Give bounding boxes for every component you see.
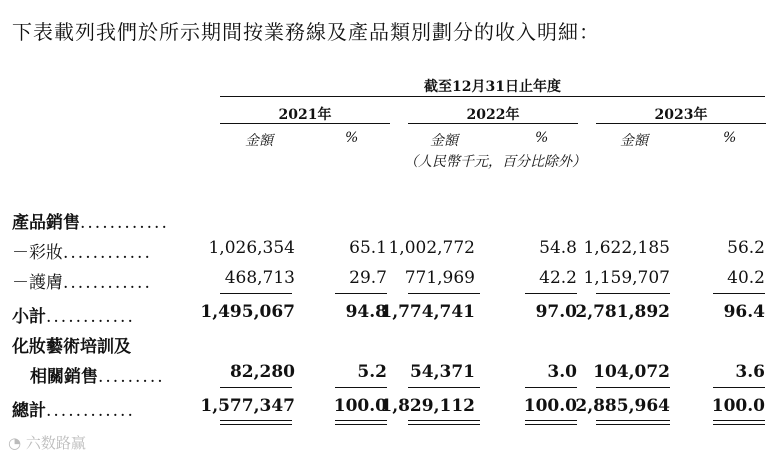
intro-text: 下表載列我們於所示期間按業務線及產品類別劃分的收入明細： bbox=[12, 20, 600, 44]
cell: 1,622,185 bbox=[583, 238, 670, 258]
cell: 1,159,707 bbox=[583, 268, 670, 288]
cell: 1,026,354 bbox=[208, 238, 295, 258]
subtotal-rule bbox=[335, 293, 387, 294]
pct-header-2022: % bbox=[535, 130, 549, 146]
unit-note: （人民幣千元，百分比除外） bbox=[404, 154, 586, 170]
total-rule bbox=[713, 387, 765, 388]
subtotal-rule bbox=[525, 293, 577, 294]
cell: 42.2 bbox=[539, 268, 577, 288]
pct-header-2023: % bbox=[723, 130, 737, 146]
year-2022: 2022年 bbox=[466, 107, 520, 123]
subtotal-rule bbox=[713, 293, 765, 294]
cell: 54,371 bbox=[409, 362, 475, 382]
cell: 82,280 bbox=[229, 362, 295, 382]
year-rule-2021 bbox=[220, 123, 390, 124]
subtotal-rule bbox=[408, 293, 480, 294]
cell: 97.0 bbox=[535, 302, 577, 322]
cell: 3.0 bbox=[547, 362, 577, 382]
row-label: 小計............ bbox=[12, 307, 135, 327]
year-2023: 2023年 bbox=[654, 107, 708, 123]
cell: 40.2 bbox=[727, 268, 765, 288]
row-label: 相關銷售......... bbox=[30, 367, 165, 387]
cell: 104,072 bbox=[593, 362, 670, 382]
total-double-rule bbox=[335, 420, 387, 425]
amount-header-2023: 金額 bbox=[620, 133, 648, 149]
row-label: 產品銷售............ bbox=[12, 213, 169, 233]
cell: 5.2 bbox=[357, 362, 387, 382]
cell: 1,577,347 bbox=[200, 396, 295, 416]
cell: 1,002,772 bbox=[388, 238, 475, 258]
amount-header-2022: 金額 bbox=[430, 133, 458, 149]
total-double-rule bbox=[713, 420, 765, 425]
total-double-rule bbox=[525, 420, 577, 425]
total-rule bbox=[335, 387, 387, 388]
watermark: ◔ 六数路赢 bbox=[8, 434, 86, 452]
cell: 2,781,892 bbox=[575, 302, 670, 322]
total-rule bbox=[525, 387, 577, 388]
pct-header-2021: % bbox=[345, 130, 359, 146]
row-label: －彩妝............ bbox=[12, 243, 152, 263]
cell: 1,829,112 bbox=[380, 396, 475, 416]
total-rule bbox=[408, 387, 480, 388]
cell: 468,713 bbox=[224, 268, 295, 288]
cell: 65.1 bbox=[349, 238, 387, 258]
cell: 56.2 bbox=[727, 238, 765, 258]
total-double-rule bbox=[596, 420, 670, 425]
cell: 100.0 bbox=[711, 396, 765, 416]
watermark-icon: ◔ bbox=[8, 434, 26, 452]
subtotal-rule bbox=[596, 293, 670, 294]
cell: 1,774,741 bbox=[380, 302, 475, 322]
cell: 1,495,067 bbox=[200, 302, 295, 322]
cell: 94.8 bbox=[345, 302, 387, 322]
total-rule bbox=[596, 387, 670, 388]
period-header: 截至12月31日止年度 bbox=[424, 79, 561, 95]
cell: 3.6 bbox=[735, 362, 765, 382]
cell: 29.7 bbox=[349, 268, 387, 288]
total-rule bbox=[220, 387, 292, 388]
cell: 771,969 bbox=[404, 268, 475, 288]
cell: 54.8 bbox=[539, 238, 577, 258]
period-rule bbox=[220, 96, 765, 97]
row-label: －護膚............ bbox=[12, 273, 152, 293]
year-2021: 2021年 bbox=[278, 107, 332, 123]
cell: 100.0 bbox=[523, 396, 577, 416]
row-label: 化妝藝術培訓及 bbox=[12, 337, 131, 357]
total-double-rule bbox=[220, 420, 292, 425]
year-rule-2023 bbox=[596, 123, 766, 124]
row-label: 總計............ bbox=[12, 401, 135, 421]
cell: 2,885,964 bbox=[575, 396, 670, 416]
amount-header-2021: 金額 bbox=[245, 133, 273, 149]
subtotal-rule bbox=[220, 293, 292, 294]
cell: 100.0 bbox=[333, 396, 387, 416]
year-rule-2022 bbox=[408, 123, 578, 124]
total-double-rule bbox=[408, 420, 480, 425]
cell: 96.4 bbox=[723, 302, 765, 322]
